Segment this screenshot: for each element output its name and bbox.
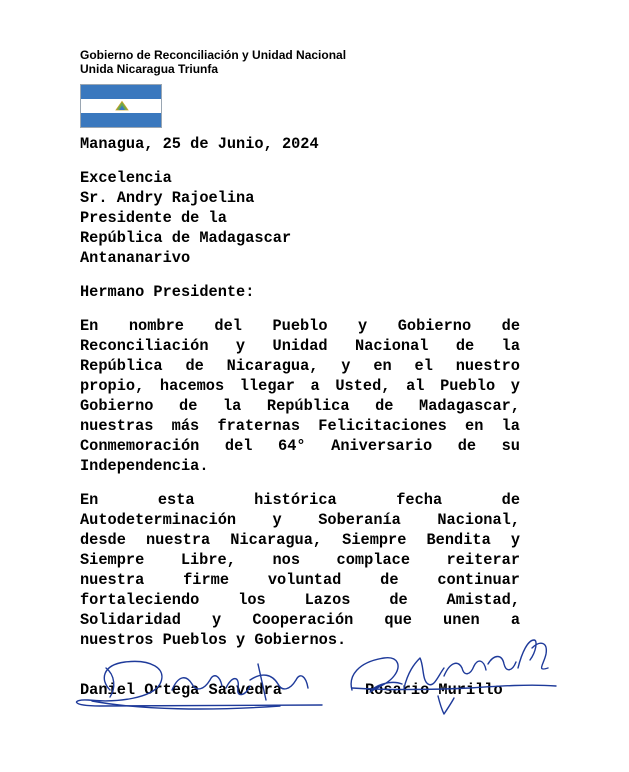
letterhead: [80, 48, 346, 76]
salutation: Hermano Presidente:: [80, 283, 255, 301]
paragraph-line: propio, hacemos llegar a Usted, al Pueblo y: [80, 377, 520, 395]
letterhead-slogan: Unida Nicaragua Triunfa: [80, 62, 219, 76]
paragraph-line: Conmemoración del 64° Aniversario de su: [80, 437, 520, 455]
address-line: Excelencia: [80, 169, 172, 187]
paragraph-line: fortaleciendo los Lazos de Amistad,: [80, 591, 520, 609]
address-line: Antananarivo: [80, 249, 191, 267]
recipient-address: [80, 168, 291, 268]
paragraph-line: desde nuestra Nicaragua, Siempre Bendita y: [80, 531, 520, 549]
paragraph-line: En nombre del Pueblo y Gobierno de: [80, 317, 520, 335]
paragraph-line: Gobierno de la República de Madagascar,: [80, 397, 520, 415]
letter-date: Managua, 25 de Junio, 2024: [80, 135, 319, 153]
paragraph-line: Siempre Libre, nos complace reiterar: [80, 551, 520, 569]
letterhead-government: Gobierno de Reconciliación y Unidad Nacional: [80, 48, 347, 62]
signer-name-ortega: Daniel Ortega Saavedra: [80, 681, 282, 699]
address-line: Presidente de la: [80, 209, 227, 227]
paragraph-friendship: [80, 490, 520, 650]
paragraph-line: República de Nicaragua, y en el nuestro: [80, 357, 520, 375]
paragraph-line: Solidaridad y Cooperación que unen a: [80, 611, 520, 629]
address-line: República de Madagascar: [80, 229, 292, 247]
address-line: Sr. Andry Rajoelina: [80, 189, 255, 207]
paragraph-line: nuestros Pueblos y Gobiernos.: [80, 631, 347, 649]
signature-murillo-icon: [351, 640, 556, 714]
paragraph-line: Reconciliación y Unidad Nacional de la: [80, 337, 520, 355]
signer-name-murillo: Rosario Murillo: [365, 681, 503, 699]
paragraph-line: En esta histórica fecha de: [80, 491, 520, 509]
paragraph-line: Autodeterminación y Soberanía Nacional,: [80, 511, 520, 529]
nicaragua-flag-icon: [80, 84, 162, 128]
paragraph-congratulations: [80, 316, 520, 476]
paragraph-line: nuestras más fraternas Felicitaciones en la: [80, 417, 520, 435]
paragraph-line: nuestra firme voluntad de continuar: [80, 571, 520, 589]
paragraph-line: Independencia.: [80, 457, 209, 475]
